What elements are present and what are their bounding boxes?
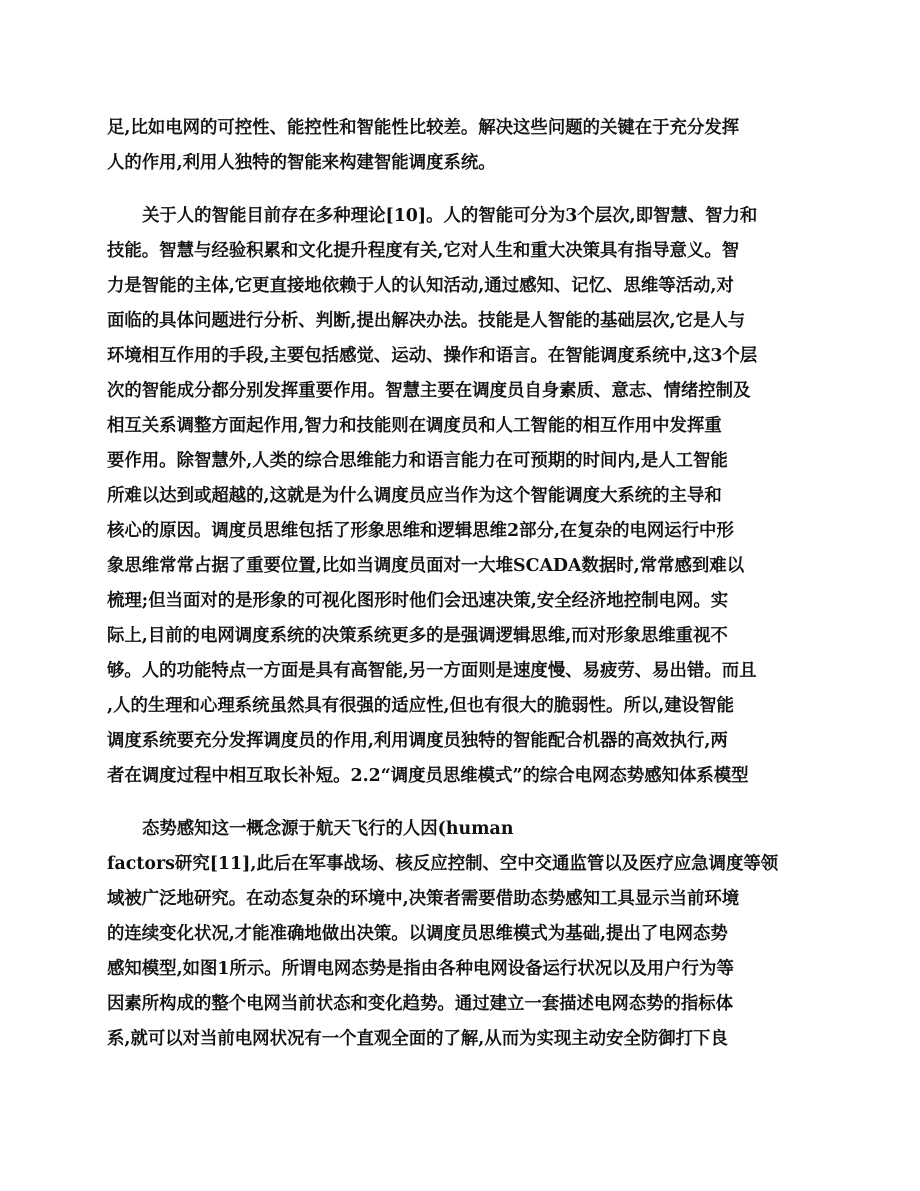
text-line: 际上,目前的电网调度系统的决策系统更多的是强调逻辑思维,而对形象思维重视不: [107, 626, 728, 646]
text-line: 技能。智慧与经验积累和文化提升程度有关,它对人生和重大决策具有指导意义。智: [107, 241, 740, 261]
text-line: 域被广泛地研究。在动态复杂的环境中,决策者需要借助态势感知工具显示当前环境: [107, 889, 740, 909]
text-line: 核心的原因。调度员思维包括了形象思维和逻辑思维2部分,在复杂的电网运行中形: [107, 521, 734, 541]
text-line: ,人的生理和心理系统虽然具有很强的适应性,但也有很大的脆弱性。所以,建设智能: [107, 696, 734, 716]
text-line: 次的智能成分都分别发挥重要作用。智慧主要在调度员自身素质、意志、情绪控制及: [107, 381, 751, 401]
text-line: 要作用。除智慧外,人类的综合思维能力和语言能力在可预期的时间内,是人工智能: [107, 451, 728, 471]
text-line: 的连续变化状况,才能准确地做出决策。以调度员思维模式为基础,提出了电网态势: [107, 924, 728, 944]
text-line: 态势感知这一概念源于航天飞行的人因(human: [142, 819, 514, 839]
text-line: 环境相互作用的手段,主要包括感觉、运动、操作和语言。在智能调度系统中,这3个层: [107, 346, 758, 366]
text-line: 够。人的功能特点一方面是具有高智能,另一方面则是速度慢、易疲劳、易出错。而且: [107, 661, 757, 681]
text-line: 面临的具体问题进行分析、判断,提出解决办法。技能是人智能的基础层次,它是人与: [107, 311, 746, 331]
text-line: 所难以达到或超越的,这就是为什么调度员应当作为这个智能调度大系统的主导和: [107, 486, 722, 506]
text-line: 足,比如电网的可控性、能控性和智能性比较差。解决这些问题的关键在于充分发挥: [107, 118, 740, 138]
text-line: 关于人的智能目前存在多种理论[10]。人的智能可分为3个层次,即智慧、智力和: [142, 206, 758, 226]
text-line: 梳理;但当面对的是形象的可视化图形时他们会迅速决策,安全经济地控制电网。实: [107, 591, 729, 611]
text-line: 相互关系调整方面起作用,智力和技能则在调度员和人工智能的相互作用中发挥重: [107, 416, 722, 436]
text-line: factors研究[11],此后在军事战场、核反应控制、空中交通监管以及医疗应急调度等领: [107, 854, 779, 874]
text-line: 感知模型,如图1所示。所谓电网态势是指由各种电网设备运行状况以及用户行为等: [107, 959, 734, 979]
text-line: 人的作用,利用人独特的智能来构建智能调度系统。: [107, 153, 496, 173]
text-line: 力是智能的主体,它更直接地依赖于人的认知活动,通过感知、记忆、思维等活动,对: [107, 276, 734, 296]
text-line: 因素所构成的整个电网当前状态和变化趋势。通过建立一套描述电网态势的指标体: [107, 994, 734, 1014]
text-line: 调度系统要充分发挥调度员的作用,利用调度员独特的智能配合机器的高效执行,两: [107, 731, 728, 751]
text-line: 系,就可以对当前电网状况有一个直观全面的了解,从而为实现主动安全防御打下良: [107, 1029, 728, 1049]
text-line: 象思维常常占据了重要位置,比如当调度员面对一大堆SCADA数据时,常常感到难以: [107, 556, 745, 576]
text-line: 者在调度过程中相互取长补短。2.2“调度员思维模式”的综合电网态势感知体系模型: [107, 766, 749, 786]
